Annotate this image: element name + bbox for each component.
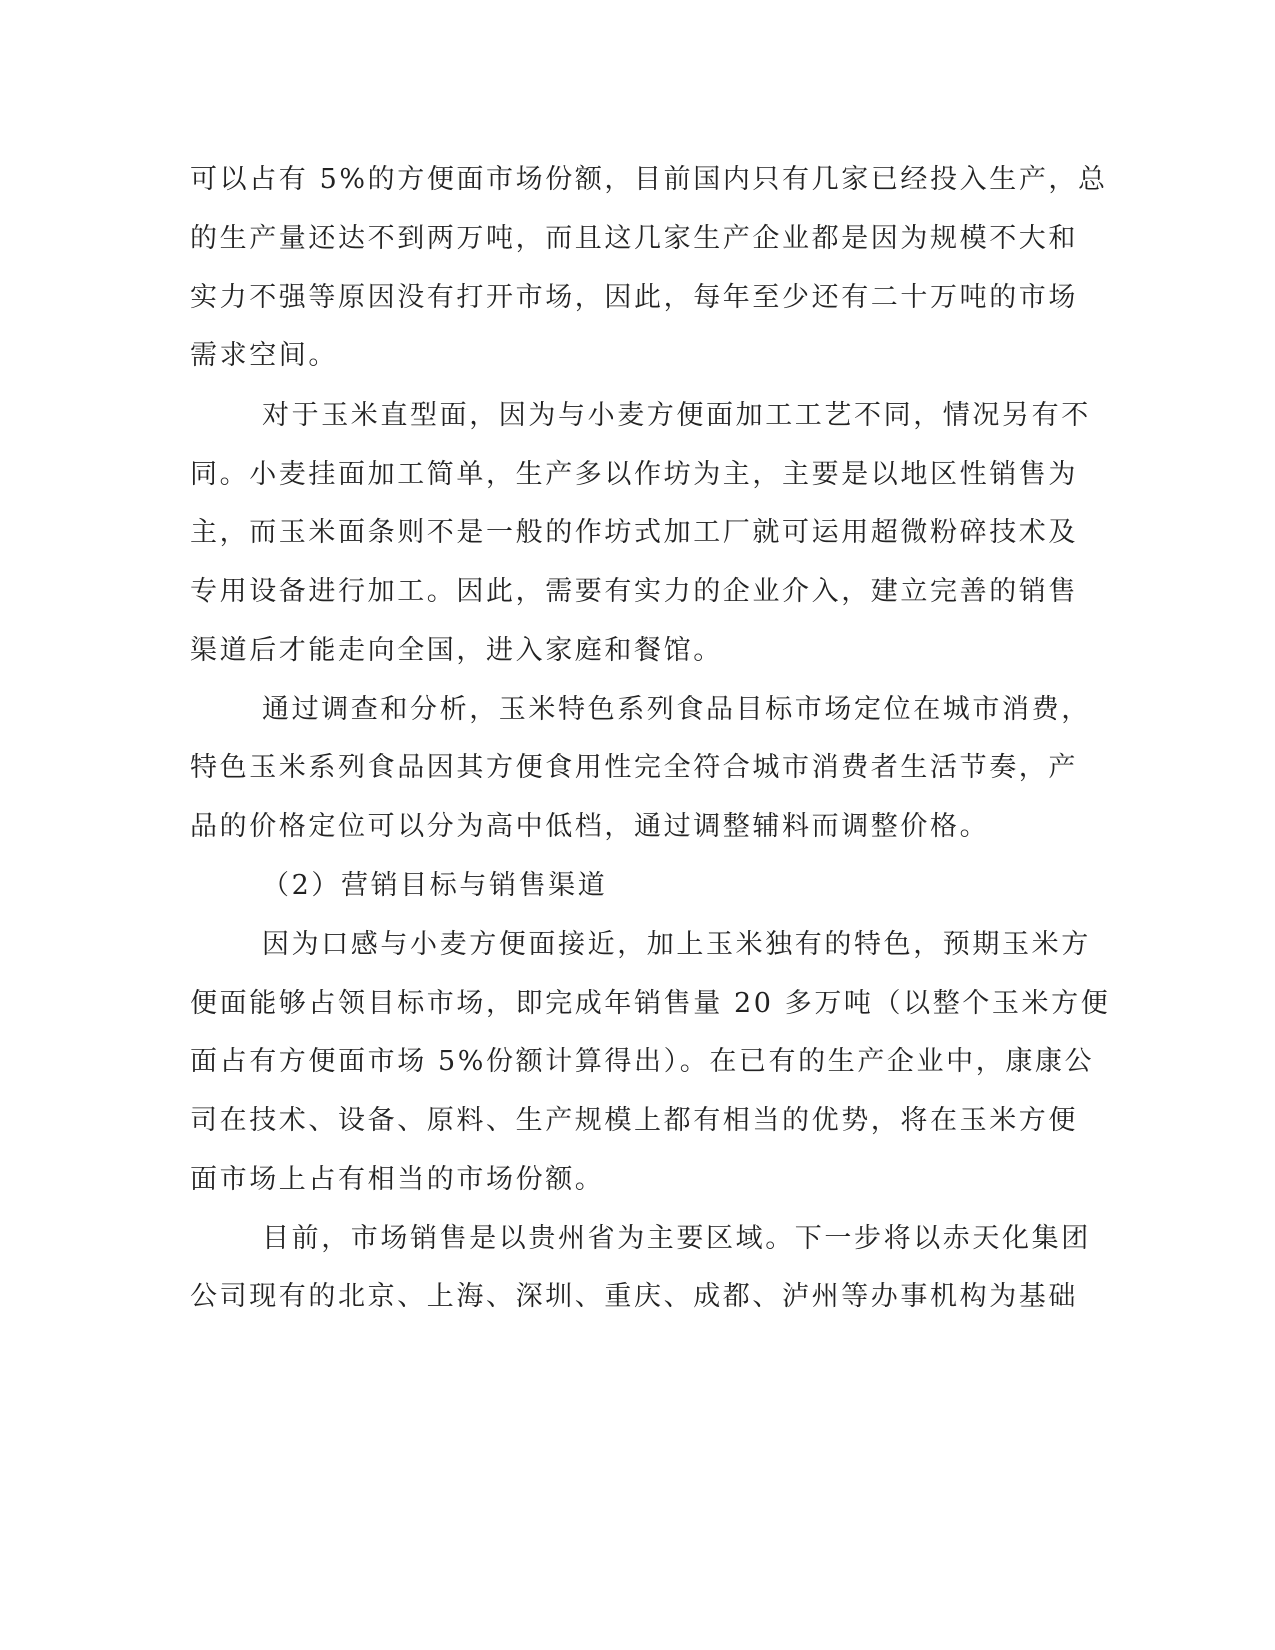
text-line: 通过调查和分析，玉米特色系列食品目标市场定位在城市消费， <box>262 694 1091 725</box>
text-line: 的生产量还达不到两万吨，而且这几家生产企业都是因为规模不大和 <box>190 223 1078 254</box>
text-line: 对于玉米直型面，因为与小麦方便面加工工艺不同，情况另有不 <box>262 400 1091 431</box>
text-line: 面占有方便面市场 5%份额计算得出）。在已有的生产企业中，康康公 <box>190 1046 1095 1077</box>
text-line: 因为口感与小麦方便面接近，加上玉米独有的特色，预期玉米方 <box>262 929 1091 960</box>
text-line: 特色玉米系列食品因其方便食用性完全符合城市消费者生活节奏，产 <box>190 752 1078 783</box>
text-line: 需求空间。 <box>190 340 338 371</box>
text-line: 品的价格定位可以分为高中低档，通过调整辅料而调整价格。 <box>190 811 990 842</box>
text-line: 公司现有的北京、上海、深圳、重庆、成都、泸州等办事机构为基础 <box>190 1281 1078 1312</box>
section-heading: （2）营销目标与销售渠道 <box>262 870 608 901</box>
text-line: 同。小麦挂面加工简单，生产多以作坊为主，主要是以地区性销售为 <box>190 459 1078 490</box>
text-line: 便面能够占领目标市场，即完成年销售量 20 多万吨（以整个玉米方便 <box>190 988 1111 1019</box>
text-line: 渠道后才能走向全国，进入家庭和餐馆。 <box>190 635 723 666</box>
text-line: 面市场上占有相当的市场份额。 <box>190 1164 605 1195</box>
text-line: 专用设备进行加工。因此，需要有实力的企业介入，建立完善的销售 <box>190 576 1078 607</box>
text-line: 可以占有 5%的方便面市场份额，目前国内只有几家已经投入生产，总 <box>190 164 1108 195</box>
text-line: 主，而玉米面条则不是一般的作坊式加工厂就可运用超微粉碎技术及 <box>190 517 1078 548</box>
text-line: 实力不强等原因没有打开市场，因此，每年至少还有二十万吨的市场 <box>190 282 1078 313</box>
text-line: 司在技术、设备、原料、生产规模上都有相当的优势，将在玉米方便 <box>190 1105 1078 1136</box>
text-line: 目前，市场销售是以贵州省为主要区域。下一步将以赤天化集团 <box>262 1223 1091 1254</box>
